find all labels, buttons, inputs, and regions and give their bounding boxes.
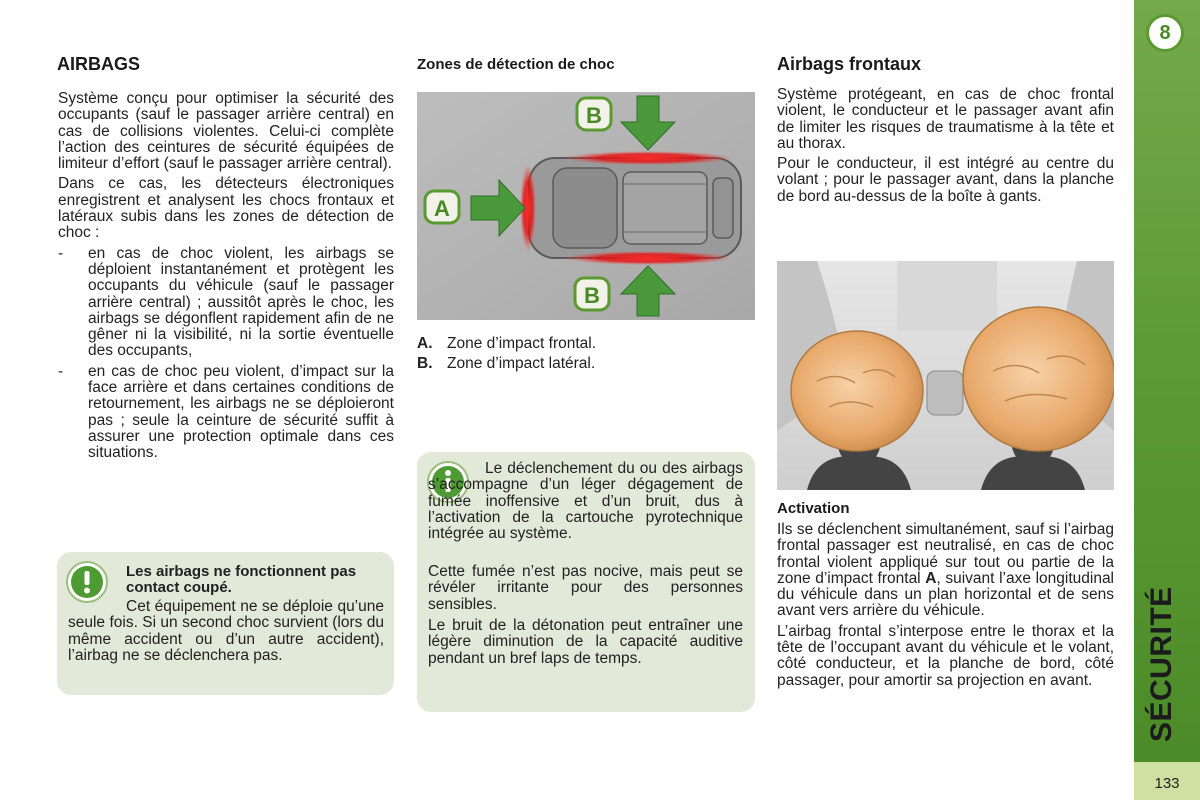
legend-key: A. (417, 335, 433, 352)
label-a-badge (425, 191, 459, 223)
info-box (417, 452, 755, 712)
right-column-text (777, 87, 1114, 209)
activation-paragraph (777, 522, 1114, 620)
info-paragraph: Le bruit de la détonation peut entraîner une légère diminution de la capacité auditive pendant un bref laps de temps. (428, 617, 743, 667)
activation-text-part: Ils se déclenchent simultanément, sauf si l’airbag frontal passager est neutralisé, en cas de choc frontal violent appliqué sur tout ou partie de la zone d’impact frontal (777, 521, 1114, 587)
detectors-paragraph: Dans ce cas, les détecteurs électroniques enregistrent et analysent les chocs frontaux et latéraux subis dans les zones de détection de choc : (58, 175, 394, 242)
list-item-text: en cas de choc violent, les airbags se déploient instantanément et protègent les occupants du véhicule (sauf le passager arrière central) ; aussitôt après le choc, les airbags se dégonflent rapidement afin de ne gêner ni la visibilité, ni la sortie éventuelle des occupants, (88, 244, 394, 360)
label-b-badge-top (577, 98, 611, 130)
legend-text: Zone d’impact frontal. (447, 335, 597, 352)
section-title: SÉCURITÉ (1145, 586, 1178, 742)
svg-text:A: A (434, 196, 450, 221)
svg-text:B: B (584, 283, 600, 308)
legend-text: Zone d’impact latéral. (447, 355, 596, 372)
warning-text: Cet équipement ne se déploie qu’une seule fois. Si un second choc survient (lors du même accident ou d’un autre accident), l’airbag ne se déclenchera pas. (68, 598, 384, 664)
side-impact-zone-bottom (564, 251, 732, 265)
front-airbags-heading: Airbags frontaux (777, 54, 922, 74)
activation-text-part: , suivant l’axe longitudinal du véhicule dans un plan horizontal et de sens avant vers arrière du véhicule. (777, 569, 1115, 620)
airbags-deployed-illustration (777, 261, 1114, 490)
list-item-text: en cas de choc peu violent, d’impact sur la face arrière et dans certaines conditions de retournement, les airbags ne se déploieront pas ; seule la ceinture de sécurité suffit à assurer une protection optimale dans ces situations. (88, 362, 394, 462)
zone-a-reference: A (925, 569, 937, 587)
warning-title: Les airbags ne fonctionnent pas contact coupé. (126, 563, 357, 596)
info-paragraph: Cette fumée n’est pas nocive, mais peut se révéler irritante pour des personnes sensibles. (428, 563, 743, 613)
list-item (58, 364, 394, 462)
list-dash: - (58, 362, 64, 380)
chapter-number: 8 (1159, 22, 1171, 44)
airbags-heading: AIRBAGS (57, 54, 141, 74)
info-paragraph: Le déclenchement du ou des airbags s’accompagne d’un léger dégagement de fumée inoffensive et d’un bruit, dus à l’activation de la cartouche pyrotechnique intégrée au système. (428, 460, 743, 543)
list-dash: - (58, 244, 64, 262)
label-b-badge-bottom (575, 278, 609, 310)
svg-text:B: B (586, 103, 602, 128)
activation-text (777, 522, 1114, 693)
page-number: 133 (1134, 762, 1200, 800)
legend-key: B. (417, 355, 433, 372)
activation-heading: Activation (777, 500, 850, 517)
warning-box (57, 552, 394, 695)
left-column-text (58, 91, 394, 466)
detection-zones-heading: Zones de détection de choc (417, 56, 615, 73)
intro-paragraph: Système conçu pour optimiser la sécurité des occupants (sauf le passager arrière central) en cas de collisions violentes. Celui-ci complète l’action des ceintures de sécurité équipées de limiteur d’effort (sauf le passager arrière central). (58, 90, 394, 173)
detection-zones-diagram (417, 92, 755, 320)
activation-paragraph: L’airbag frontal s’interpose entre le thorax et la tête de l’occupant avant du véhicule et le volant, côté conducteur, et la planche de bord, côté passager, pour amortir sa projection en avant. (777, 622, 1114, 689)
car-icon (529, 158, 741, 258)
diagram-legend (417, 334, 755, 374)
side-impact-zone-top (564, 151, 732, 165)
legend-item (417, 354, 755, 374)
chapter-badge (1146, 14, 1184, 52)
front-airbags-paragraph: Pour le conducteur, il est intégré au centre du volant ; pour le passager avant, dans la planche de bord au-dessus de la boîte à gants. (777, 155, 1114, 205)
legend-item (417, 334, 755, 354)
driver-airbag-icon (791, 331, 923, 451)
front-airbags-paragraph: Système protégeant, en cas de choc frontal violent, le conducteur et le passager avant afin de limiter les risques de traumatisme à la tête et au thorax. (777, 86, 1114, 152)
list-item (58, 246, 394, 360)
passenger-airbag-icon (963, 307, 1114, 451)
